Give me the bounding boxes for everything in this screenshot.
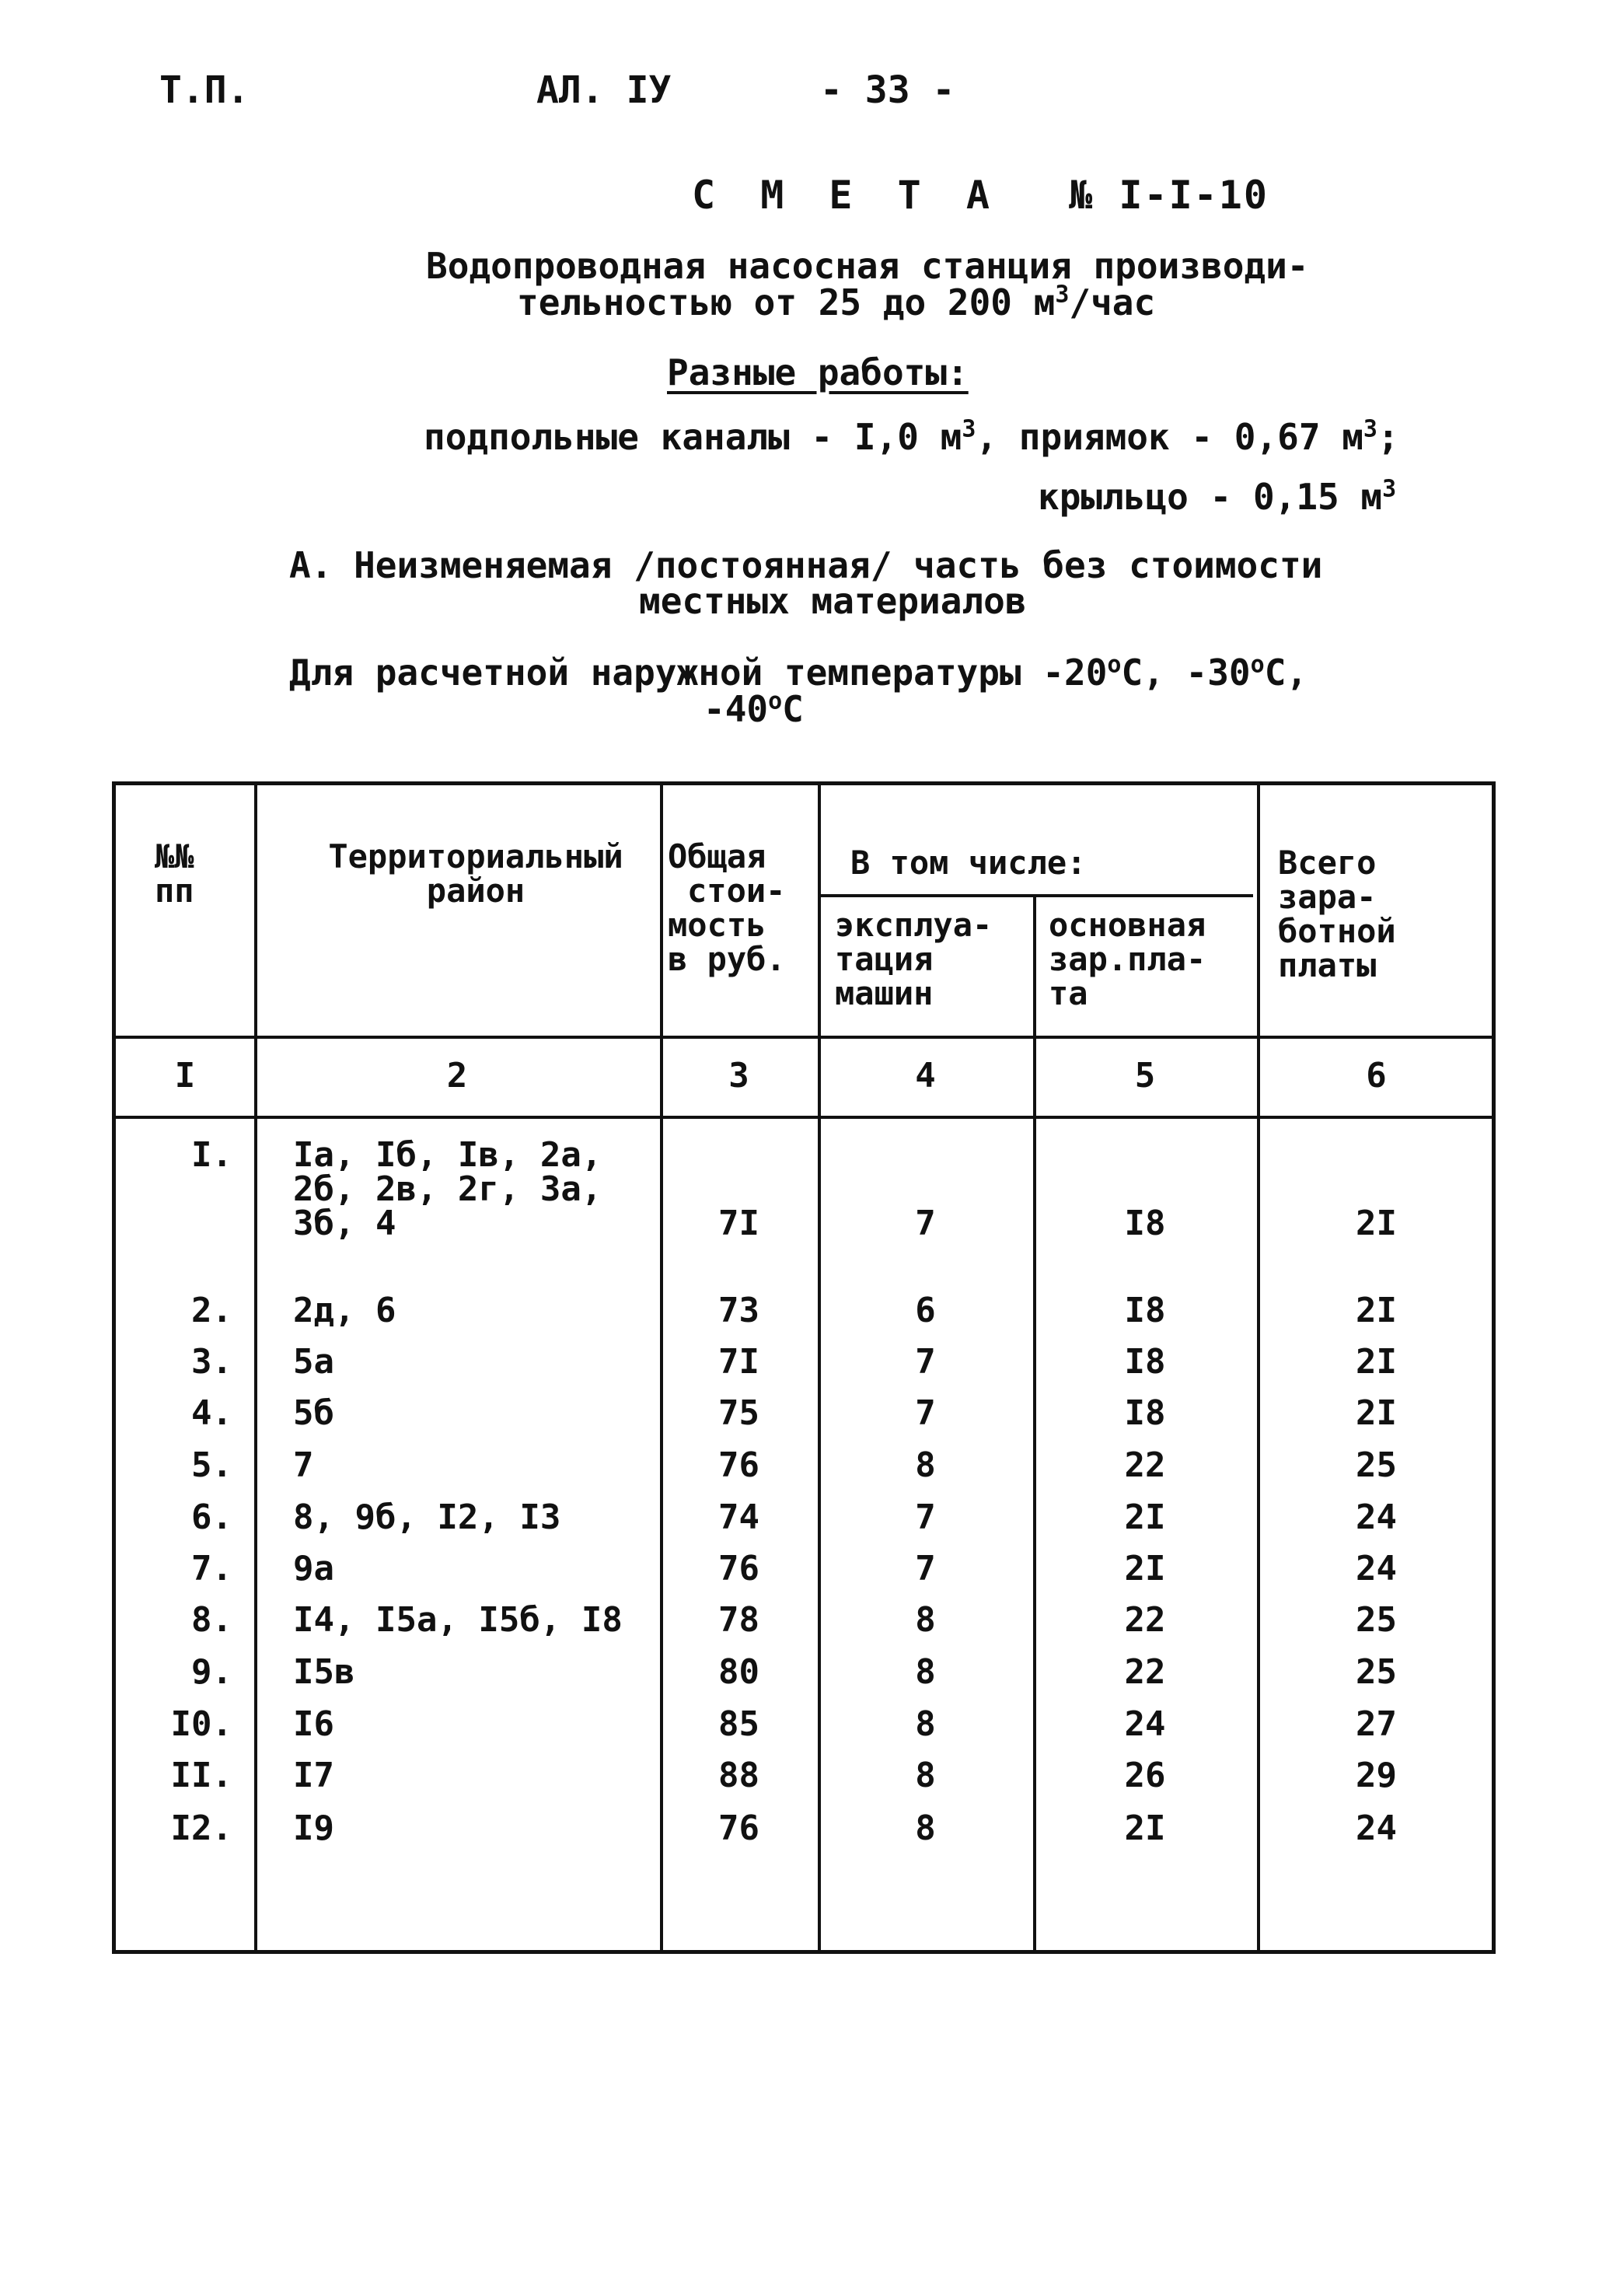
row-district-line: Iа, Iб, Iв, 2а, [293,1135,602,1175]
row-total: 75 [718,1393,759,1433]
row-district-line: 2б, 2в, 2г, 3а, [293,1169,602,1209]
row-machines: 8 [915,1808,936,1848]
header-col-4-line: тация [835,940,934,978]
row-district [293,1808,334,1848]
row-number: I0. [170,1704,232,1744]
estimate-title [692,173,1269,218]
works-semicolon: ; [1377,416,1399,458]
row-all-wage: 24 [1356,1497,1397,1537]
row-district [293,1445,314,1485]
row-number: 3. [191,1342,232,1382]
works-pit: , приямок - 0,67 м [976,416,1363,458]
row-all-wage: 25 [1356,1445,1397,1485]
row-machines: 8 [915,1704,936,1744]
row-machines: 8 [915,1600,936,1640]
row-wage: 22 [1124,1445,1166,1485]
row-number: 4. [191,1393,232,1433]
estimate-number: № I-I-10 [1069,173,1269,218]
row-wage: 2I [1124,1497,1166,1537]
degree-sign-3: о [768,687,783,715]
row-wage: 24 [1124,1704,1166,1744]
row-wage: I8 [1124,1393,1166,1433]
estimate-word: С М Е Т А [692,173,1000,218]
header-col-5-line: та [1049,974,1088,1012]
works-channels-sup: 3 [962,415,976,443]
temperature-minus30: С, -30 [1121,652,1251,694]
row-number: 7. [191,1549,232,1588]
temperature-line-2 [703,688,804,730]
row-number: 2. [191,1291,232,1330]
row-district-line: 3б, 4 [293,1204,396,1243]
row-district-line: I6 [293,1704,334,1744]
row-machines: 7 [915,1204,936,1243]
row-wage: 26 [1124,1756,1166,1795]
works-pit-sup: 3 [1363,415,1377,443]
row-all-wage: 24 [1356,1808,1397,1848]
series-code: Т.П. [159,68,250,112]
row-number: I. [191,1135,232,1175]
col-divider [254,785,257,1950]
row-district [293,1704,334,1744]
album-number: АЛ. IУ [536,68,672,112]
row-district-line: I9 [293,1808,334,1848]
column-number: I [174,1056,196,1096]
works-porch: крыльцо - 0,15 м [1038,476,1383,518]
row-all-wage: 25 [1356,1600,1397,1640]
subtitle-line-1: Водопроводная насосная станция производи- [426,245,1309,287]
row-all-wage: 27 [1356,1704,1397,1744]
row-machines: 8 [915,1445,936,1485]
works-line-1 [424,416,1399,458]
part-line-2: местных материалов [639,580,1027,622]
row-wage: I8 [1124,1204,1166,1243]
row-district-line: 7 [293,1445,314,1485]
subtitle-superscript: 3 [1055,281,1070,309]
header-col-3-line: в руб. [668,940,786,978]
subtitle-line-2-unit: /час [1069,281,1156,323]
row-wage: 22 [1124,1600,1166,1640]
column-number: 4 [915,1056,936,1096]
header-col-3-line: стои- [687,872,786,910]
row-all-wage: 2I [1356,1291,1397,1330]
row-all-wage: 2I [1356,1393,1397,1433]
row-all-wage: 2I [1356,1204,1397,1243]
header-col-4-line: машин [835,974,934,1012]
page-number: - 33 - [820,68,955,112]
temperature-text: Для расчетной наружной температуры -20 [289,652,1108,694]
row-all-wage: 25 [1356,1652,1397,1692]
row-total: 78 [718,1600,759,1640]
row-district-line: 5б [293,1393,334,1433]
row-wage: 2I [1124,1808,1166,1848]
row-district [293,1600,623,1640]
header-col-1-line: пп [155,872,194,910]
header-col-2-line: район [426,872,525,910]
row-total: 76 [718,1549,759,1588]
header-col-5-line: основная [1049,906,1206,944]
header-col-1-line: №№ [155,837,194,875]
header-col-5 [1049,908,1206,1011]
row-district [293,1497,561,1537]
temperature-minus40: -40 [703,688,769,730]
row-total: 73 [718,1291,759,1330]
estimate-table [112,781,1496,1954]
temperature-line-1 [289,652,1307,694]
row-wage: I8 [1124,1342,1166,1382]
row-total: 85 [718,1704,759,1744]
row-wage: I8 [1124,1291,1166,1330]
row-district-line: 8, 9б, I2, I3 [293,1497,561,1537]
row-district-line: I5в [293,1652,355,1692]
column-number: 2 [446,1056,468,1096]
row-district [293,1135,602,1243]
column-number: 3 [728,1056,749,1096]
header-col-6 [1278,846,1396,983]
temperature-end: С, [1264,652,1308,694]
header-divider [116,1036,1492,1039]
header-col-3-line: мость [668,906,766,944]
works-porch-sup: 3 [1382,475,1397,503]
subtitle-line-2 [517,281,1155,323]
row-number: 8. [191,1600,232,1640]
degree-sign-2: о [1250,651,1265,679]
row-number: II. [170,1756,232,1795]
header-col-2-line: Территориальный [328,837,623,875]
header-col-5-line: зар.пла- [1049,940,1206,978]
row-machines: 8 [915,1756,936,1795]
row-all-wage: 2I [1356,1342,1397,1382]
degree-sign-1: о [1107,651,1122,679]
row-district-line: I4, I5а, I5б, I8 [293,1600,623,1640]
section-heading: Разные работы: [667,351,969,393]
header-group: В том числе: [850,844,1087,882]
header-col-6-line: ботной [1278,912,1396,950]
row-total: 80 [718,1652,759,1692]
row-district-line: 9а [293,1549,334,1588]
subtitle-line-2-text: тельностью от 25 до 200 м [517,281,1056,323]
header-col-6-line: платы [1278,946,1377,984]
row-district-line: 2д, 6 [293,1291,396,1330]
colnum-divider [116,1116,1492,1119]
row-district-line: I7 [293,1756,334,1795]
row-district [293,1549,334,1588]
row-machines: 7 [915,1393,936,1433]
row-number: 6. [191,1497,232,1537]
works-line-2 [1038,476,1396,518]
row-district [293,1756,334,1795]
part-line-1: А. Неизменяемая /постоянная/ часть без стоимости [289,544,1323,586]
header-col-6-line: зара- [1278,878,1377,916]
row-total: 7I [718,1204,759,1243]
row-total: 74 [718,1497,759,1537]
row-district [293,1652,355,1692]
row-total: 76 [718,1808,759,1848]
header-col-1 [155,837,194,910]
header-col-4-line: эксплуа- [835,906,993,944]
row-machines: 7 [915,1497,936,1537]
row-district [293,1291,396,1330]
works-channels: подпольные каналы - I,0 м [424,416,962,458]
column-number: 6 [1366,1056,1387,1096]
header-col-4 [835,908,992,1011]
row-number: I2. [170,1808,232,1848]
row-number: 5. [191,1445,232,1485]
row-total: 7I [718,1342,759,1382]
row-district [293,1393,334,1433]
row-machines: 7 [915,1549,936,1588]
header-col-3-line: Общая [668,837,766,875]
row-machines: 6 [915,1291,936,1330]
row-machines: 7 [915,1342,936,1382]
row-total: 76 [718,1445,759,1485]
temperature-celsius: С [782,688,804,730]
row-all-wage: 29 [1356,1756,1397,1795]
header-col-2 [293,837,658,910]
header-col-3 [668,837,786,978]
group-divider [818,894,1253,897]
row-number: 9. [191,1652,232,1692]
row-total: 88 [718,1756,759,1795]
row-all-wage: 24 [1356,1549,1397,1588]
row-wage: 22 [1124,1652,1166,1692]
row-wage: 2I [1124,1549,1166,1588]
header-col-6-line: Всего [1278,844,1377,882]
row-machines: 8 [915,1652,936,1692]
row-district-line: 5а [293,1342,334,1382]
row-district [293,1342,334,1382]
column-number: 5 [1134,1056,1156,1096]
